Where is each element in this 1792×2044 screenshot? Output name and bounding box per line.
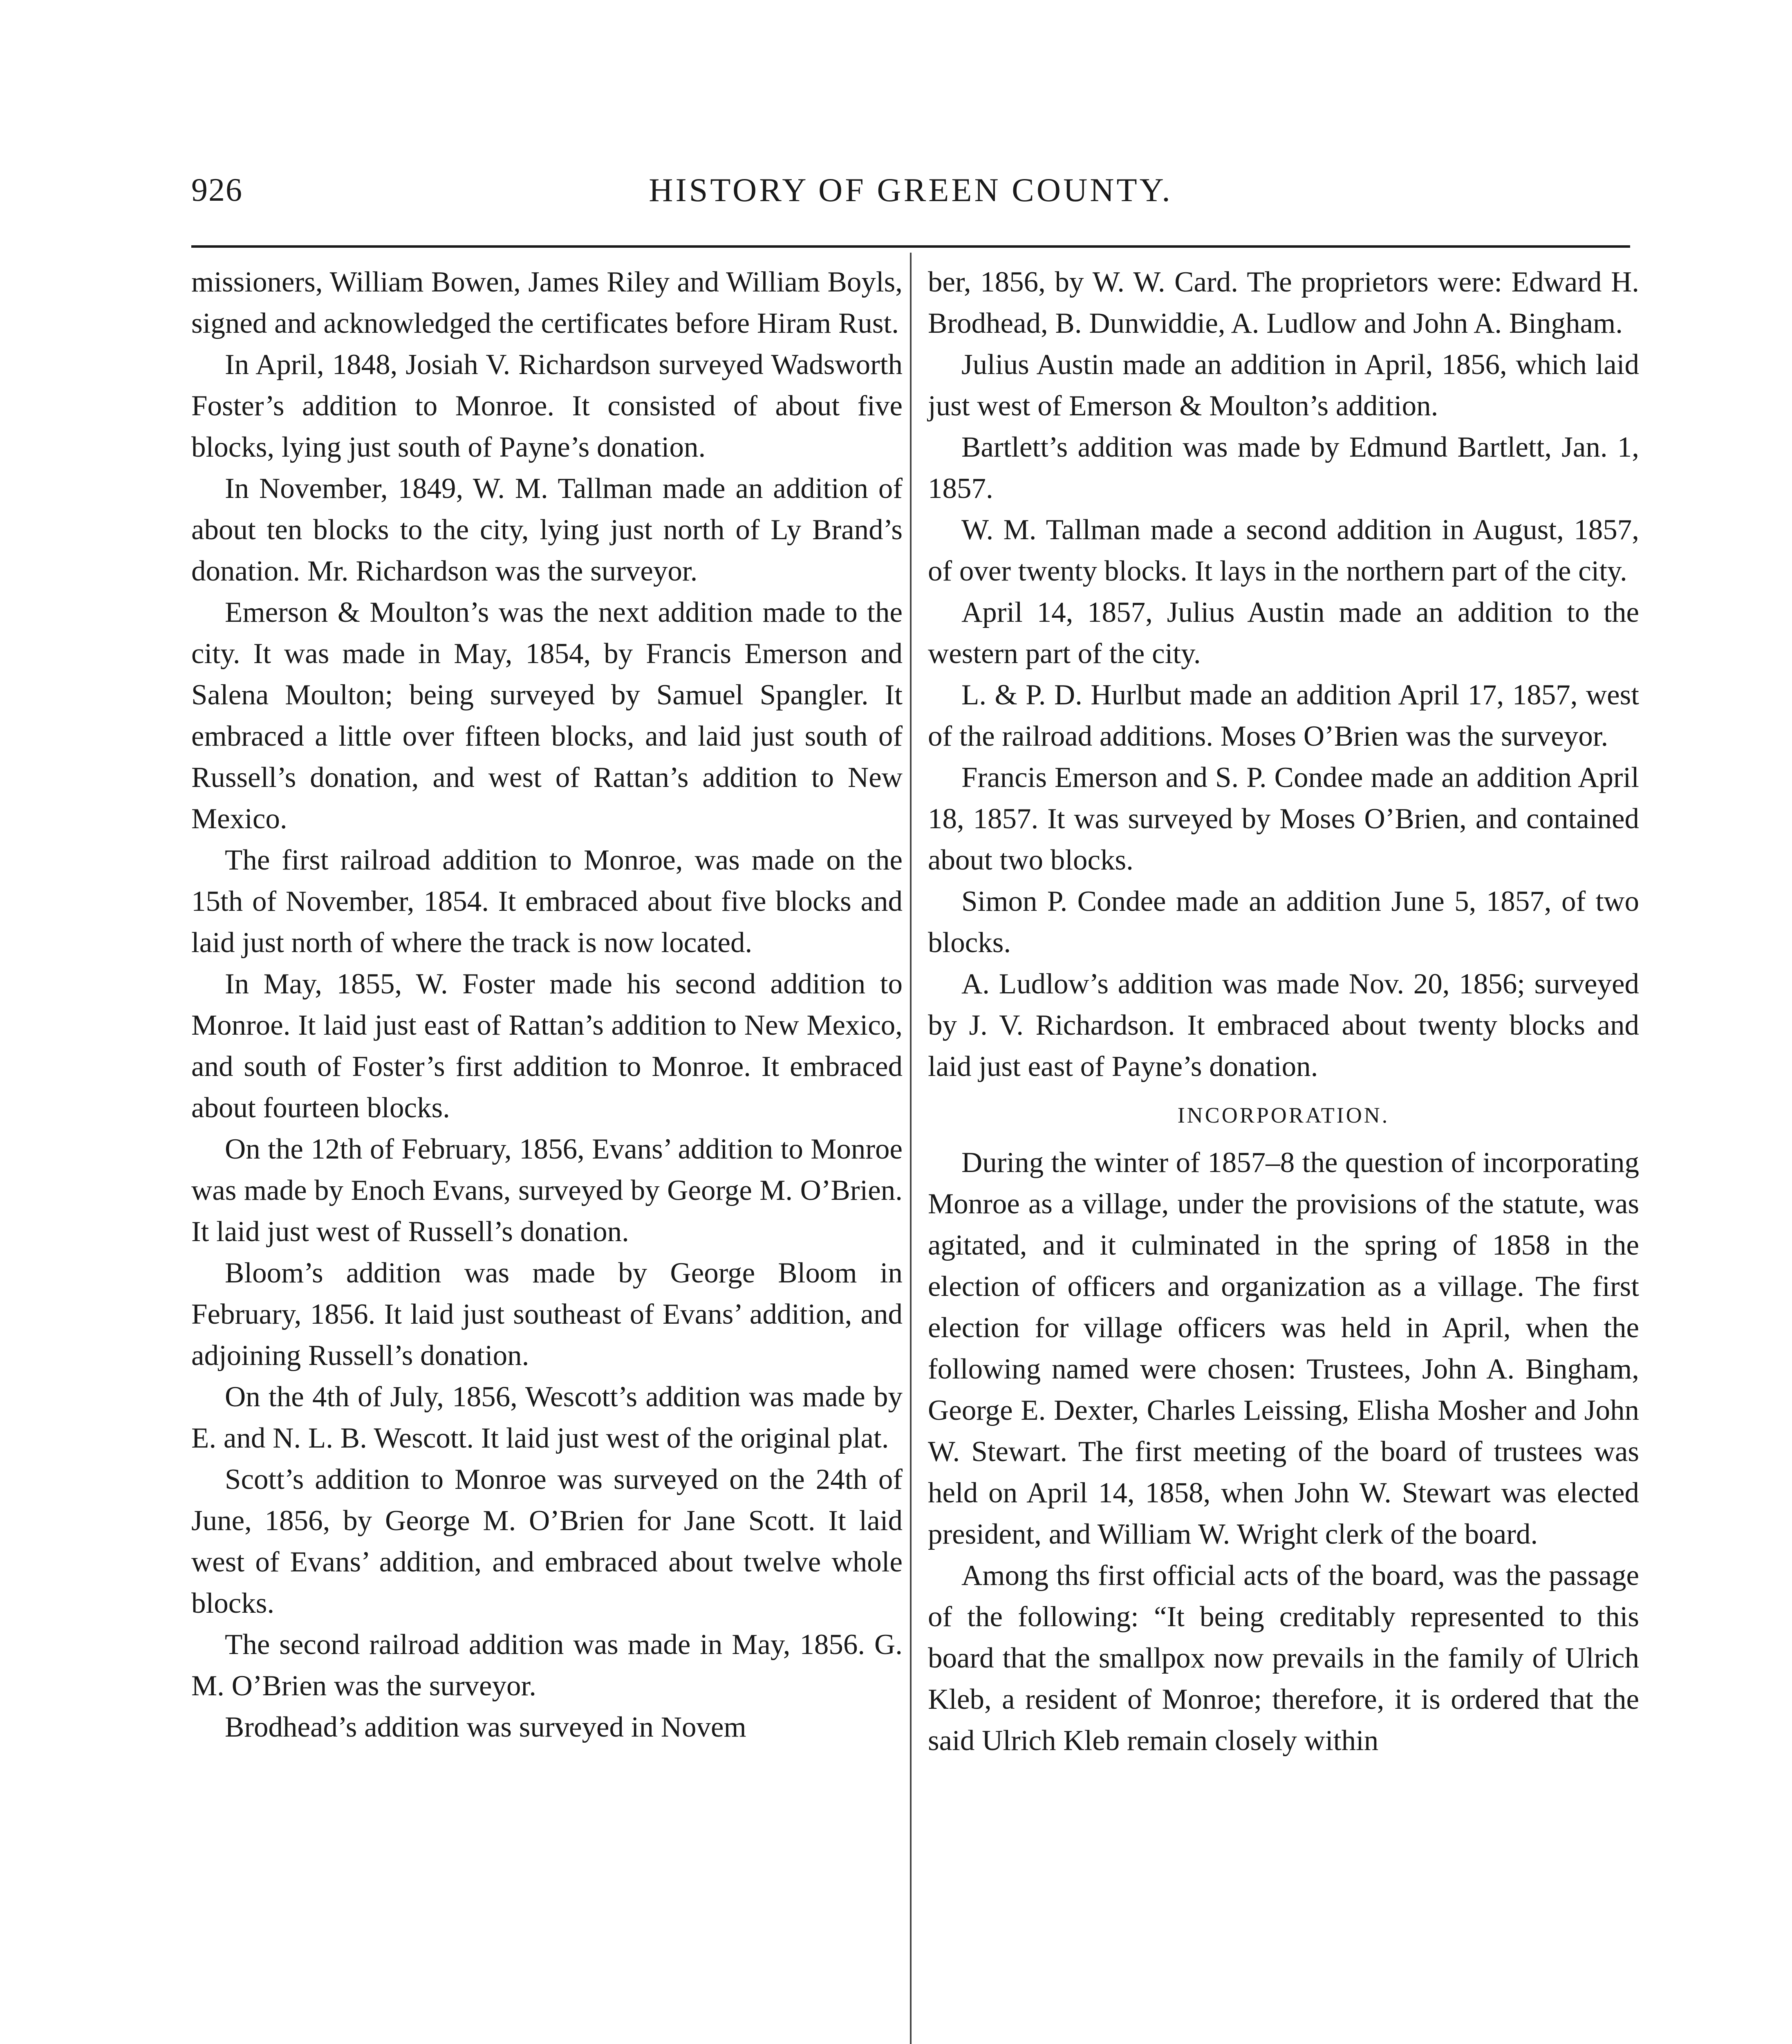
left-column [191,262,903,1748]
paragraph: Francis Emerson and S. P. Condee made an addition April 18, 1857. It was surveyed by Moses O’Brien, and contained about two blocks. [928,762,1639,876]
paragraph: The first railroad addition to Monroe, was made on the 15th of November, 1854. It embraced about five blocks and laid just north of where the track is now located. [191,844,903,959]
page-header [191,168,1630,213]
paragraph: ber, 1856, by W. W. Card. The proprietors were: Edward H. Brodhead, B. Dunwiddie, A. Ludlow and John A. Bingham. [928,266,1639,339]
paragraph: In November, 1849, W. M. Tallman made an addition of about ten blocks to the city, lying just north of Ly Brand’s donation. Mr. Richardson was the surveyor. [191,473,903,587]
paragraph: On the 12th of February, 1856, Evans’ addition to Monroe was made by Enoch Evans, surveyed by George M. O’Brien. It laid just west of Russell’s donation. [191,1133,903,1248]
page-number: 926 [191,172,243,208]
paragraph: Bartlett’s addition was made by Edmund Bartlett, Jan. 1, 1857. [928,431,1639,504]
header-rule [191,245,1630,248]
paragraph: On the 4th of July, 1856, Wescott’s addition was made by E. and N. L. B. Wescott. It laid just west of the original plat. [191,1381,903,1454]
paragraph: Emerson & Moulton’s was the next addition made to the city. It was made in May, 1854, by Francis Emerson and Salena Moulton; being surveyed by Samuel Spangler. It embraced a little over fifteen blocks, and laid just south of Russell’s donation, and west of Rattan’s addition to New Mexico. [191,596,903,835]
paragraph: In April, 1848, Josiah V. Richardson surveyed Wadsworth Foster’s addition to Monroe. It consisted of about five blocks, lying just south of Payne’s donation. [191,349,903,463]
running-title: HISTORY OF GREEN COUNTY. [649,171,1173,208]
section-heading-incorporation: INCORPORATION. [1177,1103,1390,1127]
paragraph: L. & P. D. Hurlbut made an addition April 17, 1857, west of the railroad additions. Moses O’Brien was the surveyor. [928,679,1639,752]
paragraph: Brodhead’s addition was surveyed in Novem [225,1711,746,1743]
paragraph: During the winter of 1857–8 the question of incorporating Monroe as a village, under the provisions of the statute, was agitated, and it culminated in the spring of 1858 in the election of officers and organization as a village. The first election for village officers was held in April, when the following named were chosen: Trustees, John A. Bingham, George E. Dexter, Charles Leissing, Elisha Mosher and John W. Stewart. The first meeting of the board of trustees was held on April 14, 1858, when John W. Stewart was elected president, and William W. Wright clerk of the board. [928,1147,1639,1550]
paragraph: Simon P. Condee made an addition June 5, 1857, of two blocks. [928,885,1639,959]
paragraph: W. M. Tallman made a second addition in August, 1857, of over twenty blocks. It lays in the northern part of the city. [928,514,1639,587]
right-column [928,262,1639,1762]
paragraph: In May, 1855, W. Foster made his second addition to Monroe. It laid just east of Rattan’s addition to New Mexico, and south of Foster’s first addition to Monroe. It embraced about fourteen blocks. [191,968,903,1124]
paragraph: April 14, 1857, Julius Austin made an addition to the western part of the city. [928,596,1639,670]
column-divider [910,253,912,2044]
paragraph: Among ths first official acts of the board, was the passage of the following: “It being creditably represented to this board that the smallpox now prevails in the family of Ulrich Kleb, a resident of Monroe; therefore, it is ordered that the said Ulrich Kleb remain closely within [928,1560,1639,1757]
paragraph: missioners, William Bowen, James Riley and William Boyls, signed and acknowledged the certificates before Hiram Rust. [191,266,903,339]
paragraph: Scott’s addition to Monroe was surveyed on the 24th of June, 1856, by George M. O’Brien for Jane Scott. It laid west of Evans’ addition, and embraced about twelve whole blocks. [191,1464,903,1619]
paragraph: The second railroad addition was made in May, 1856. G. M. O’Brien was the surveyor. [191,1629,903,1702]
paragraph: Julius Austin made an addition in April, 1856, which laid just west of Emerson & Moulton’s addition. [928,349,1639,422]
paragraph: Bloom’s addition was made by George Bloom in February, 1856. It laid just southeast of Evans’ addition, and adjoining Russell’s donation. [191,1257,903,1372]
paragraph: A. Ludlow’s addition was made Nov. 20, 1856; surveyed by J. V. Richardson. It embraced about twenty blocks and laid just east of Payne’s donation. [928,968,1639,1083]
